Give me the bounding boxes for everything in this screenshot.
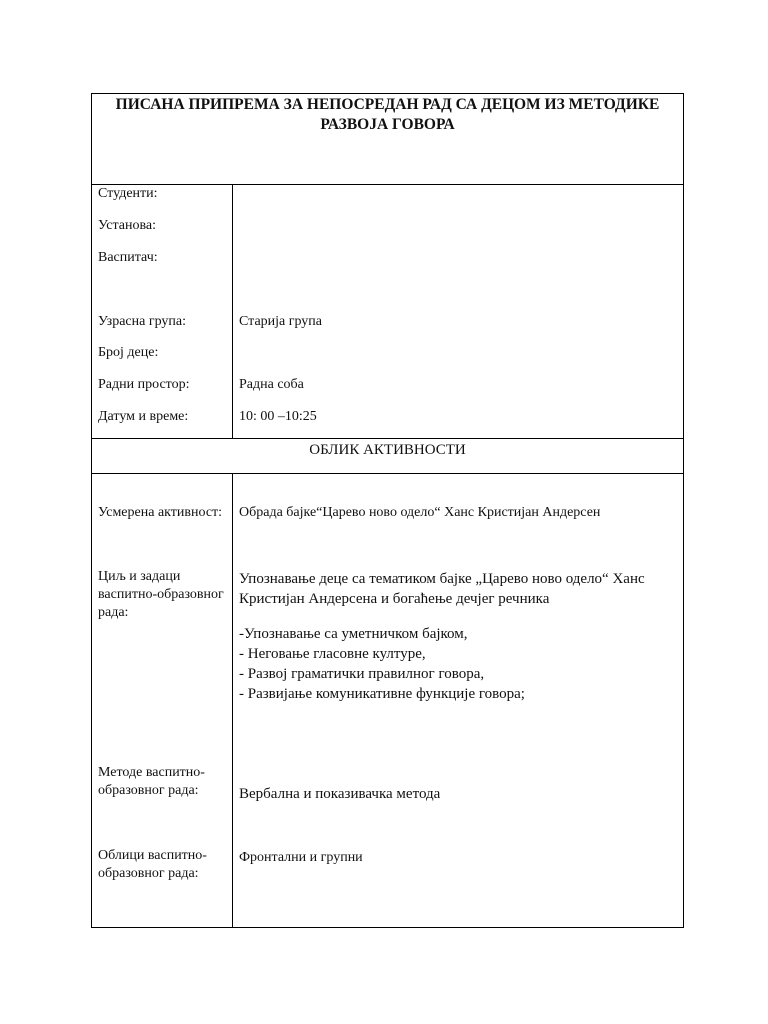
goal-label: Циљ и задаци васпитно-образовног рада: (98, 569, 224, 620)
workspace-label: Радни простор: (98, 377, 190, 392)
title-line-1: ПИСАНА ПРИПРЕМА ЗА НЕПОСРЕДАН РАД СА ДЕЦОМ ИЗ МЕТОДИКЕ (115, 96, 660, 113)
datetime-label: Датум и време: (98, 409, 189, 424)
age-group-label: Узрасна група: (98, 314, 186, 329)
section-title: ОБЛИК АКТИВНОСТИ (92, 439, 683, 474)
task-item-4: - Развијање комуникативне функције говора; (239, 686, 525, 702)
methods-label: Методе васпитно-образовног рада: (98, 765, 205, 798)
activity-section (92, 474, 683, 927)
task-item-1: -Упознавање са уметничком бајком, (239, 626, 468, 642)
column-divider (232, 474, 233, 927)
task-item-2: - Неговање гласовне културе, (239, 646, 426, 662)
teacher-label: Васпитач: (98, 250, 158, 265)
institution-label: Установа: (98, 218, 156, 233)
students-label: Студенти: (98, 186, 158, 201)
document-title (92, 94, 683, 185)
forms-value: Фронтални и групни (239, 850, 363, 865)
directed-activity-label: Усмерена активност: (98, 505, 223, 520)
lesson-plan-table (91, 93, 684, 928)
task-item-3: - Развој граматички правилног говора, (239, 666, 485, 682)
methods-value: Вербална и показивачка метода (239, 786, 441, 802)
directed-activity-value: Обрада бајке“Царево ново одело“ Ханс Кристијан Андерсен (239, 505, 601, 520)
goal-value: Упознавање деце са тематиком бајке „Царево ново одело“ Ханс Кристијан Андерсена и богаћење дечјег речника (239, 571, 645, 607)
age-group-value: Старија група (239, 314, 323, 329)
forms-label: Облици васпитно-образовног рада: (98, 848, 207, 881)
children-count-label: Број деце: (98, 345, 159, 360)
info-section (92, 185, 683, 439)
column-divider (232, 185, 233, 438)
workspace-value: Радна соба (239, 377, 304, 392)
title-line-2: РАЗВОЈА ГОВОРА (320, 116, 455, 133)
datetime-value: 10: 00 –10:25 (239, 409, 317, 424)
